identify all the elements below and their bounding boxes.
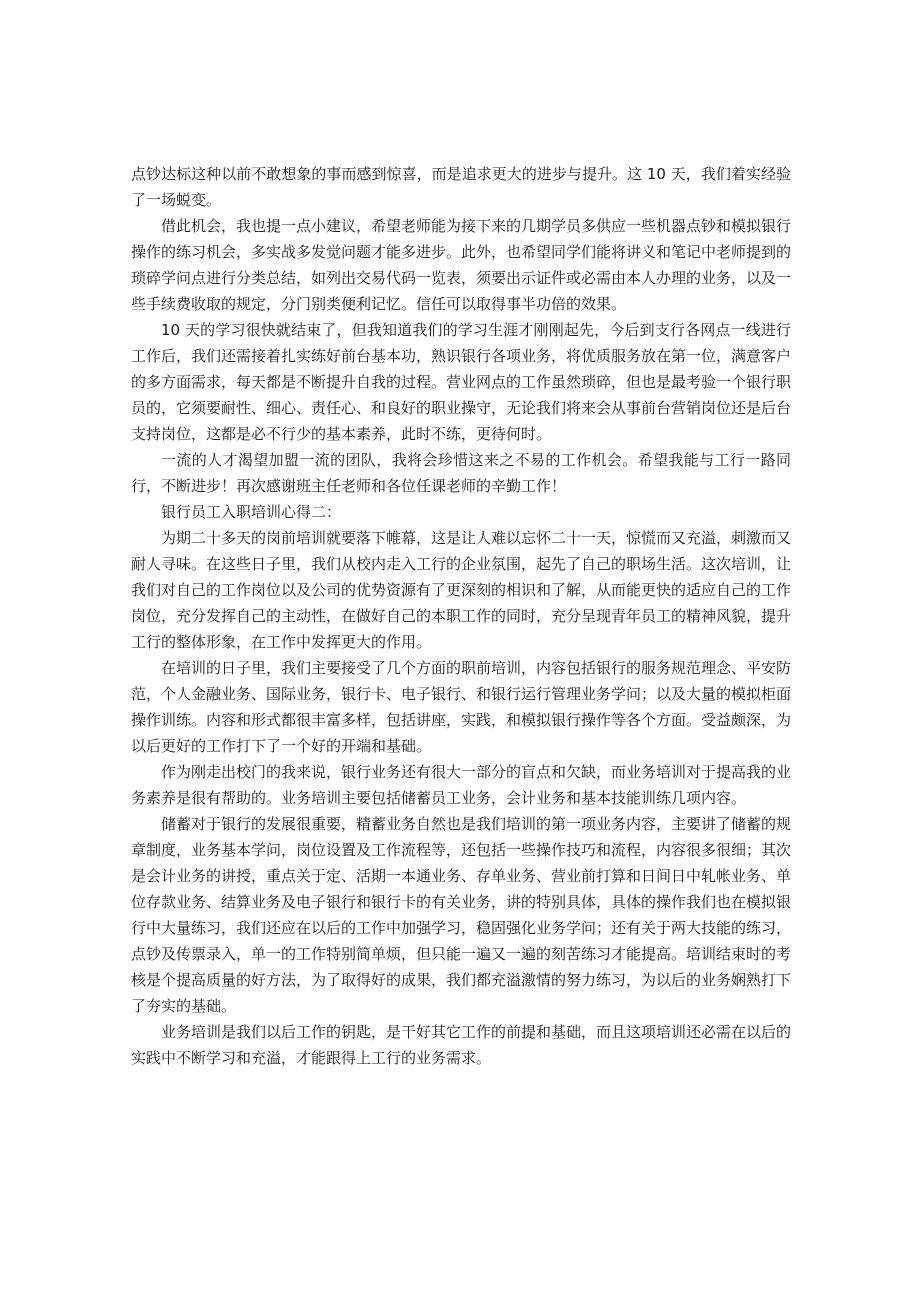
- paragraph-graduate-view: 作为刚走出校门的我来说，银行业务还有很大一部分的盲点和欠缺，而业务培训对于提高我的业务素养是很有帮助的。业务培训主要包括储蓄员工业务，会计业务和基本技能训练几项内容。: [131, 763, 792, 807]
- paragraph-continuation: 点钞达标这种以前不敢想象的事而感到惊喜，而是追求更大的进步与提升。这 10 天，我们着实经验了一场蜕变。: [131, 165, 791, 209]
- paragraph-suggestion: 借此机会，我也提一点小建议，希望老师能为接下来的几期学员多供应一些机器点钞和模拟银行操作的练习机会，多实战多发觉问题才能多进步。此外，也希望同学们能将讲义和笔记中老师提到的琐碎学问点进行分类总结，如列出交易代码一览表，须要出示证件或必需由本人办理的业务，以及一些手续费收取的规定，分门别类便利记忆。信任可以取得事半功倍的效果。: [131, 217, 792, 313]
- paragraph-business-key: 业务培训是我们以后工作的钥匙，是干好其它工作的前提和基础，而且这项培训还必需在以后的实践中不断学习和充溢，才能跟得上工行的业务需求。: [131, 1023, 792, 1067]
- paragraph-training-ends: 为期二十多天的岗前培训就要落下帷幕，这是让人难以忘怀二十一天，惊慌而又充溢，刺激而又耐人寻味。在这些日子里，我们从校内走入工行的企业氛围，起先了自己的职场生活。这次培训，让我们对自己的工作岗位以及公司的优势资源有了更深刻的相识和了解，从而能更快的适应自己的工作岗位，充分发挥自己的主动性，在做好自己的本职工作的同时，充分呈现青年员工的精神风貌，提升工行的整体形象，在工作中发挥更大的作用。: [131, 529, 792, 651]
- paragraph-first-class-team: 一流的人才渴望加盟一流的团队，我将会珍惜这来之不易的工作机会。希望我能与工行一路同行，不断进步！再次感谢班主任老师和各位任课老师的辛勤工作！: [131, 451, 791, 495]
- paragraph-savings-business: 储蓄对于银行的发展很重要，精蓄业务自然也是我们培训的第一项业务内容，主要讲了储蓄的规章制度，业务基本学问，岗位设置及工作流程等，还包括一些操作技巧和流程，内容很多很细；其次是会计业务的讲授，重点关于定、活期一本通业务、存单业务、营业前打算和日间日中轧帐业务、单位存款业务、结算业务及电子银行和银行卡的有关业务，讲的特别具体，具体的操作我们也在模拟银行中大量练习，我们还应在以后的工作中加强学习，稳固强化业务学问；还有关于两大技能的练习，点钞及传票录入，单一的工作特别简单烦，但只能一遍又一遍的刻苦练习才能提高。培训结束时的考核是个提高质量的好方法，为了取得好的成果，我们都充溢激情的努力练习，为以后的业务娴熟打下了夯实的基础。: [131, 815, 792, 1015]
- paragraph-ten-days: 10 天的学习很快就结束了，但我知道我们的学习生涯才刚刚起先，今后到支行各网点一线进行工作后，我们还需接着扎实练好前台基本功，熟识银行各项业务，将优质服务放在第一位，满意客户的多方面需求，每天都是不断提升自我的过程。营业网点的工作虽然琐碎，但也是最考验一个银行职员的，它须要耐性、细心、责任心、和良好的职业操守，无论我们将来会从事前台营销岗位还是后台支持岗位，这都是必不行少的基本素养，此时不练，更待何时。: [131, 321, 792, 443]
- section-heading-part-two: 银行员工入职培训心得二：: [161, 503, 342, 521]
- paragraph-training-content: 在培训的日子里，我们主要接受了几个方面的职前培训，内容包括银行的服务规范理念、平安防范，个人金融业务、国际业务，银行卡、电子银行、和银行运行管理业务学问；以及大量的模拟柜面操作训练。内容和形式都很丰富多样，包括讲座，实践，和模拟银行操作等各个方面。受益颇深，为以后更好的工作打下了一个好的开端和基础。: [131, 659, 792, 755]
- document-body: [131, 161, 791, 1071]
